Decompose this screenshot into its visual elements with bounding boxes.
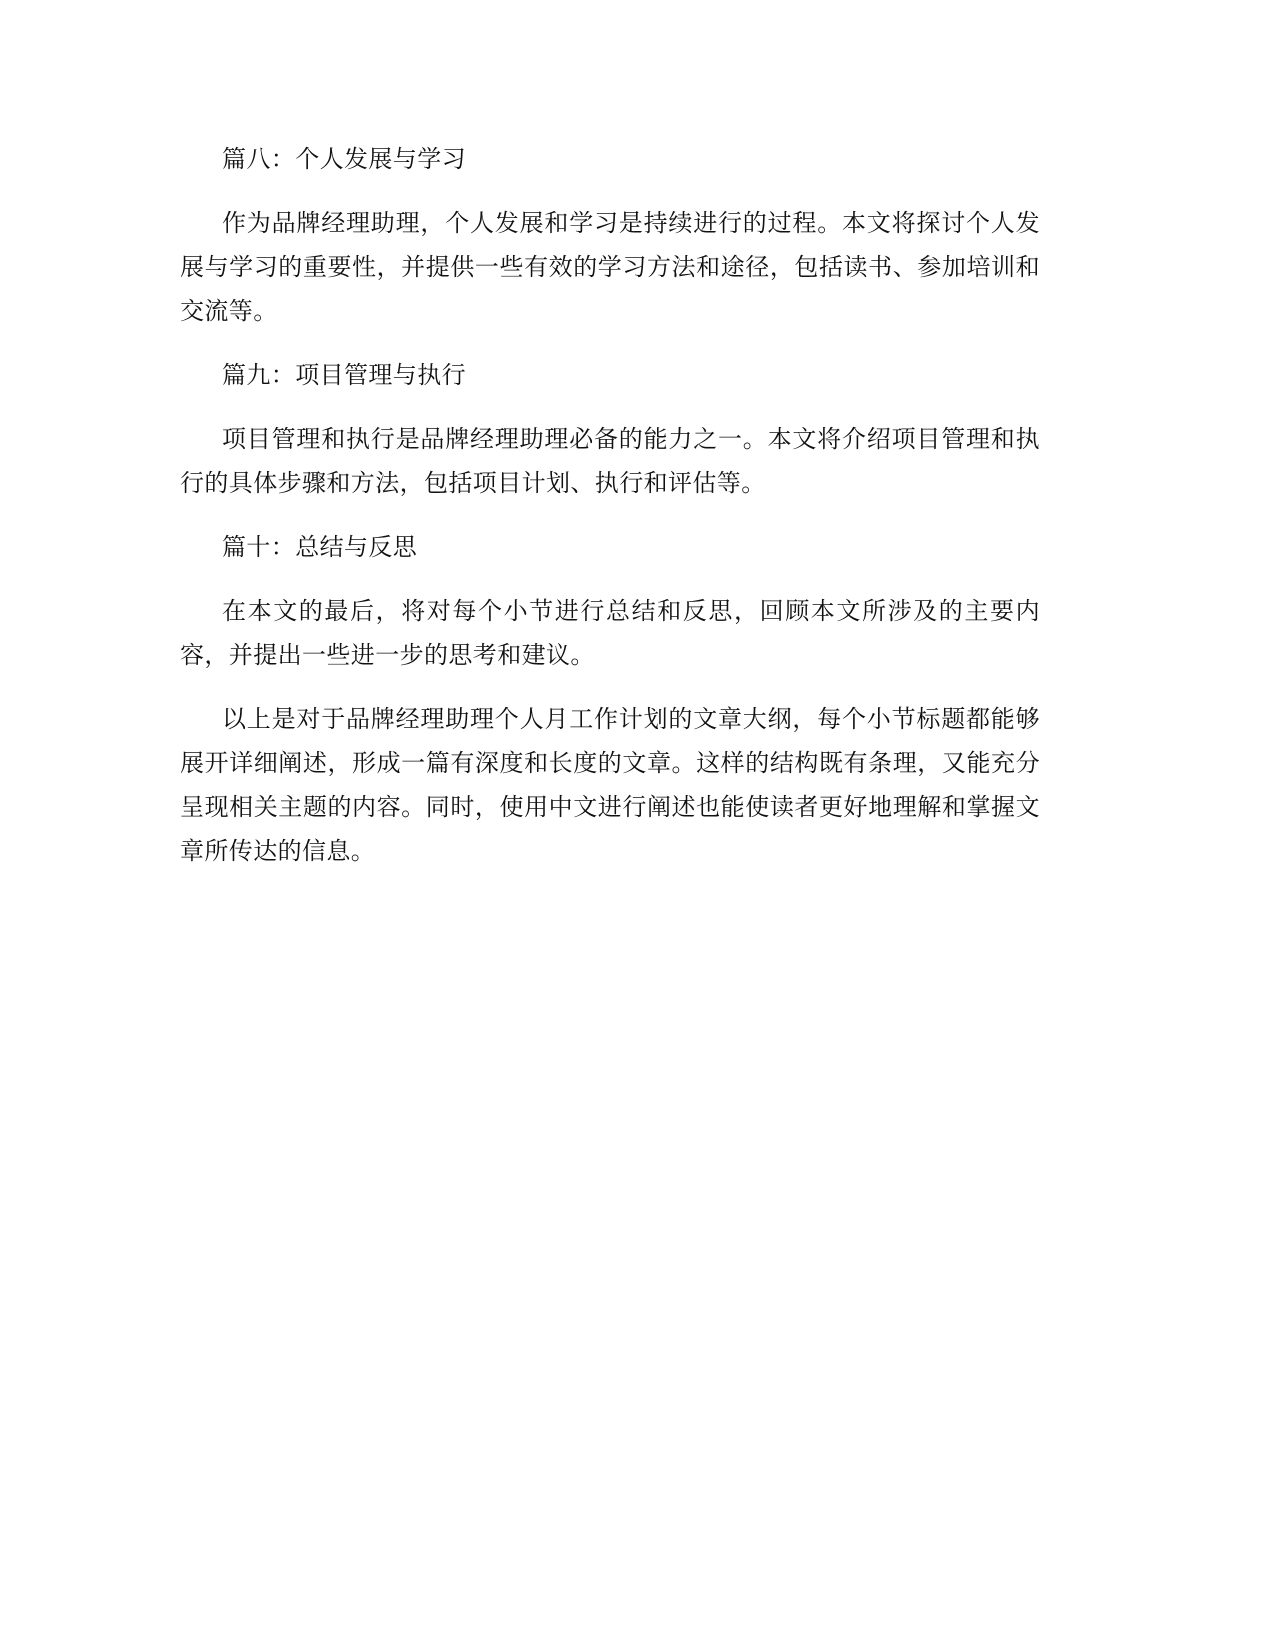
section-paragraph-10: 在本文的最后，将对每个小节进行总结和反思，回顾本文所涉及的主要内容，并提出一些进一步的思考和建议。 (180, 597, 1040, 669)
section-heading-10: 篇十：总结与反思 (222, 533, 418, 561)
closing-paragraph: 以上是对于品牌经理助理个人月工作计划的文章大纲，每个小节标题都能够展开详细阐述，形成一篇有深度和长度的文章。这样的结构既有条理，又能充分呈现相关主题的内容。同时，使用中文进行阐述也能使读者更好地理解和掌握文章所传达的信息。 (180, 705, 1040, 865)
section-heading-9: 篇九：项目管理与执行 (222, 361, 466, 389)
section-heading-8: 篇八：个人发展与学习 (222, 145, 466, 173)
document-page (180, 137, 1040, 893)
section-paragraph-8: 作为品牌经理助理，个人发展和学习是持续进行的过程。本文将探讨个人发展与学习的重要性，并提供一些有效的学习方法和途径，包括读书、参加培训和交流等。 (180, 209, 1040, 325)
section-paragraph-9: 项目管理和执行是品牌经理助理必备的能力之一。本文将介绍项目管理和执行的具体步骤和方法，包括项目计划、执行和评估等。 (180, 425, 1040, 497)
